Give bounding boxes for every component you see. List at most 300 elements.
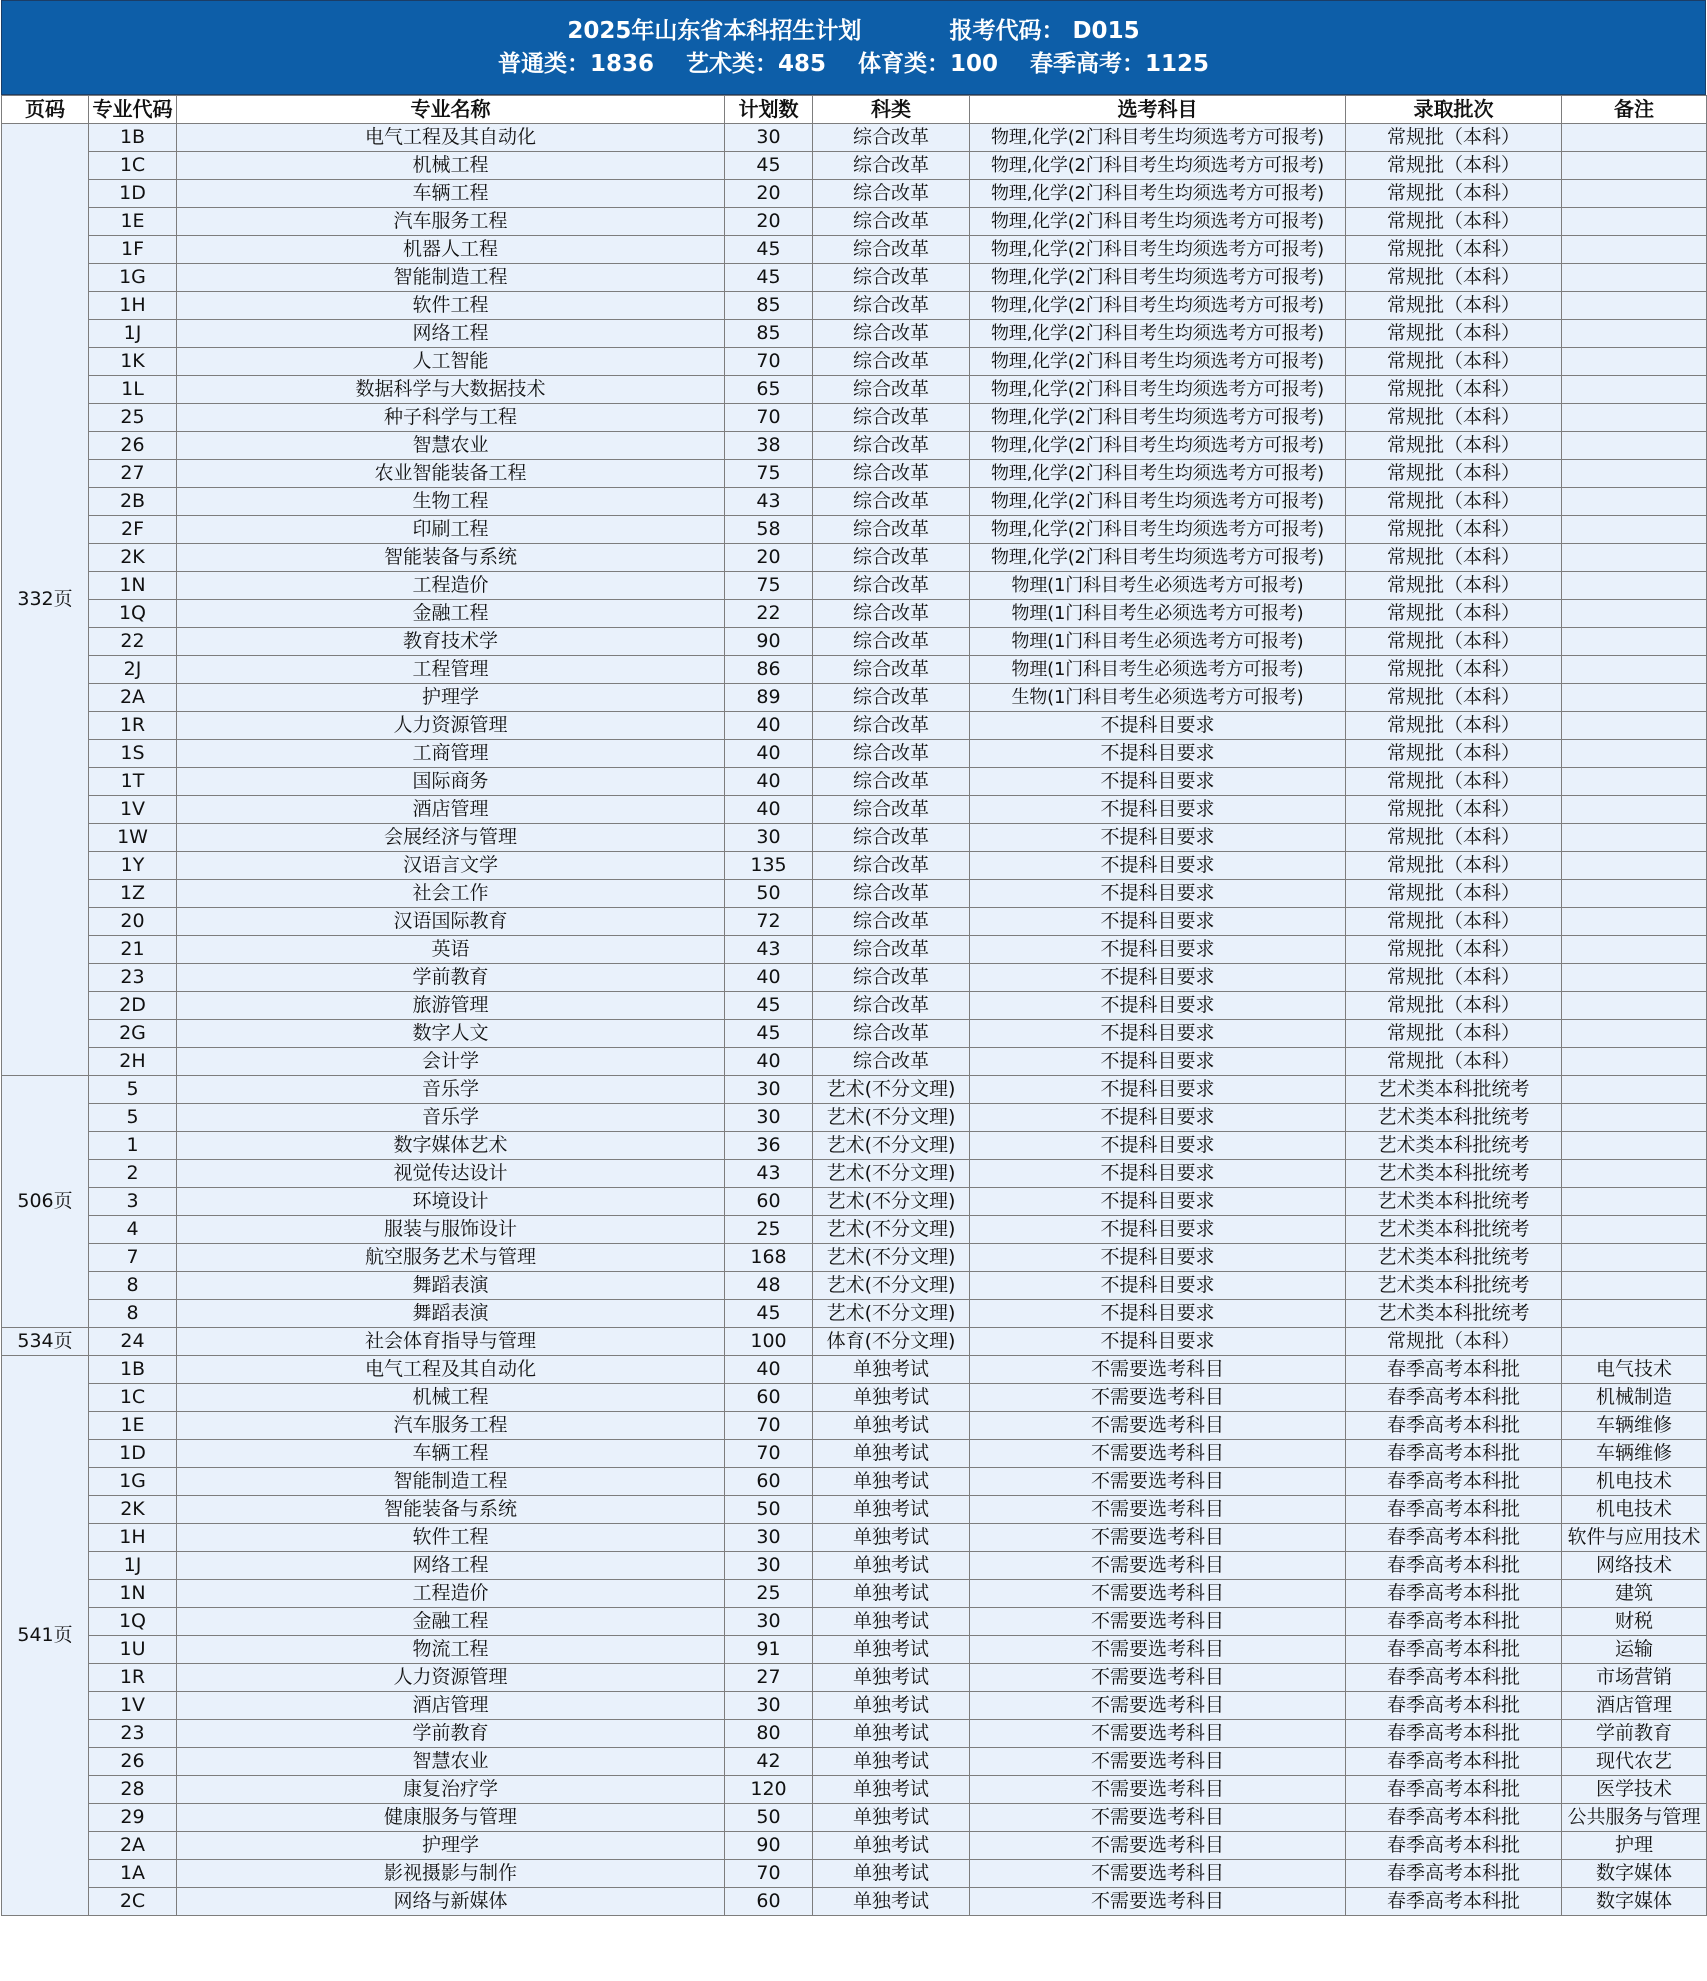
major-name-cell: 舞蹈表演 (177, 1300, 725, 1328)
major-code-cell: 2J (89, 656, 177, 684)
quota-cell: 45 (725, 1020, 813, 1048)
major-code-cell: 1S (89, 740, 177, 768)
subjects-cell: 物理,化学(2门科目考生均须选考方可报考) (970, 376, 1346, 404)
batch-cell: 常规批（本科） (1346, 180, 1562, 208)
major-name-cell: 智能装备与系统 (177, 1496, 725, 1524)
major-name-cell: 航空服务艺术与管理 (177, 1244, 725, 1272)
subjects-cell: 不需要选考科目 (970, 1580, 1346, 1608)
remark-cell (1562, 628, 1707, 656)
major-code-cell: 2C (89, 1888, 177, 1916)
quota-cell: 30 (725, 1692, 813, 1720)
subjects-cell: 物理,化学(2门科目考生均须选考方可报考) (970, 432, 1346, 460)
remark-cell: 机械制造 (1562, 1384, 1707, 1412)
remark-cell: 车辆维修 (1562, 1440, 1707, 1468)
quota-cell: 75 (725, 572, 813, 600)
remark-cell (1562, 1300, 1707, 1328)
major-name-cell: 智能制造工程 (177, 1468, 725, 1496)
batch-cell: 春季高考本科批 (1346, 1636, 1562, 1664)
major-code-cell: 4 (89, 1216, 177, 1244)
remark-cell (1562, 768, 1707, 796)
subjects-cell: 生物(1门科目考生必须选考方可报考) (970, 684, 1346, 712)
col-header-batch: 录取批次 (1346, 96, 1562, 124)
subjects-cell: 不需要选考科目 (970, 1496, 1346, 1524)
remark-cell: 医学技术 (1562, 1776, 1707, 1804)
table-row (2, 1412, 1707, 1440)
batch-cell: 常规批（本科） (1346, 208, 1562, 236)
subjects-cell: 不需要选考科目 (970, 1608, 1346, 1636)
table-body (2, 124, 1707, 1916)
subjects-cell: 物理,化学(2门科目考生均须选考方可报考) (970, 180, 1346, 208)
category-cell: 综合改革 (813, 1048, 970, 1076)
quota-cell: 45 (725, 264, 813, 292)
batch-cell: 春季高考本科批 (1346, 1776, 1562, 1804)
category-cell: 单独考试 (813, 1860, 970, 1888)
quota-cell: 70 (725, 348, 813, 376)
batch-cell: 常规批（本科） (1346, 852, 1562, 880)
category-cell: 综合改革 (813, 152, 970, 180)
quota-cell: 20 (725, 208, 813, 236)
major-name-cell: 农业智能装备工程 (177, 460, 725, 488)
batch-cell: 常规批（本科） (1346, 712, 1562, 740)
major-name-cell: 智慧农业 (177, 432, 725, 460)
batch-cell: 常规批（本科） (1346, 348, 1562, 376)
batch-cell: 艺术类本科批统考 (1346, 1132, 1562, 1160)
subjects-cell: 不需要选考科目 (970, 1860, 1346, 1888)
table-row (2, 1580, 1707, 1608)
quota-cell: 85 (725, 320, 813, 348)
subjects-cell: 不需要选考科目 (970, 1692, 1346, 1720)
col-header-major: 专业名称 (177, 96, 725, 124)
major-code-cell: 1E (89, 208, 177, 236)
quota-cell: 50 (725, 1496, 813, 1524)
major-code-cell: 23 (89, 964, 177, 992)
category-cell: 综合改革 (813, 964, 970, 992)
major-code-cell: 1T (89, 768, 177, 796)
subjects-cell: 物理,化学(2门科目考生均须选考方可报考) (970, 208, 1346, 236)
table-row (2, 1132, 1707, 1160)
quota-cell: 43 (725, 1160, 813, 1188)
batch-cell: 常规批（本科） (1346, 124, 1562, 152)
major-code-cell: 1G (89, 1468, 177, 1496)
major-name-cell: 视觉传达设计 (177, 1160, 725, 1188)
table-row (2, 824, 1707, 852)
batch-cell: 春季高考本科批 (1346, 1468, 1562, 1496)
table-row (2, 1720, 1707, 1748)
remark-cell: 学前教育 (1562, 1720, 1707, 1748)
category-cell: 综合改革 (813, 740, 970, 768)
batch-cell: 春季高考本科批 (1346, 1384, 1562, 1412)
table-row (2, 992, 1707, 1020)
major-name-cell: 网络与新媒体 (177, 1888, 725, 1916)
remark-cell (1562, 908, 1707, 936)
major-code-cell: 1J (89, 320, 177, 348)
major-name-cell: 汉语国际教育 (177, 908, 725, 936)
major-name-cell: 会展经济与管理 (177, 824, 725, 852)
quota-cell: 86 (725, 656, 813, 684)
quota-cell: 45 (725, 236, 813, 264)
subjects-cell: 不提科目要求 (970, 1160, 1346, 1188)
batch-cell: 春季高考本科批 (1346, 1496, 1562, 1524)
major-name-cell: 学前教育 (177, 964, 725, 992)
table-row (2, 1524, 1707, 1552)
remark-cell (1562, 208, 1707, 236)
batch-cell: 常规批（本科） (1346, 908, 1562, 936)
table-row (2, 1552, 1707, 1580)
subjects-cell: 不需要选考科目 (970, 1384, 1346, 1412)
category-cell: 综合改革 (813, 292, 970, 320)
major-code-cell: 8 (89, 1272, 177, 1300)
batch-cell: 春季高考本科批 (1346, 1804, 1562, 1832)
table-row (2, 292, 1707, 320)
subjects-cell: 不提科目要求 (970, 964, 1346, 992)
category-cell: 单独考试 (813, 1692, 970, 1720)
subjects-cell: 不需要选考科目 (970, 1440, 1346, 1468)
quota-cell: 36 (725, 1132, 813, 1160)
table-row (2, 684, 1707, 712)
major-code-cell: 24 (89, 1328, 177, 1356)
subjects-cell: 不需要选考科目 (970, 1804, 1346, 1832)
category-cell: 综合改革 (813, 1020, 970, 1048)
quota-cell: 72 (725, 908, 813, 936)
batch-cell: 春季高考本科批 (1346, 1356, 1562, 1384)
table-row (2, 1076, 1707, 1104)
major-name-cell: 酒店管理 (177, 796, 725, 824)
category-cell: 体育(不分文理) (813, 1328, 970, 1356)
table-row (2, 572, 1707, 600)
subjects-cell: 不提科目要求 (970, 1132, 1346, 1160)
remark-cell (1562, 824, 1707, 852)
major-code-cell: 22 (89, 628, 177, 656)
major-code-cell: 5 (89, 1104, 177, 1132)
remark-cell (1562, 544, 1707, 572)
quota-cell: 60 (725, 1888, 813, 1916)
major-code-cell: 2G (89, 1020, 177, 1048)
batch-cell: 艺术类本科批统考 (1346, 1104, 1562, 1132)
major-name-cell: 音乐学 (177, 1104, 725, 1132)
subjects-cell: 不提科目要求 (970, 712, 1346, 740)
major-name-cell: 社会工作 (177, 880, 725, 908)
subjects-cell: 物理(1门科目考生必须选考方可报考) (970, 572, 1346, 600)
major-code-cell: 1A (89, 1860, 177, 1888)
major-code-cell: 1F (89, 236, 177, 264)
remark-cell (1562, 376, 1707, 404)
remark-cell (1562, 1048, 1707, 1076)
quota-cell: 135 (725, 852, 813, 880)
table-row (2, 1216, 1707, 1244)
exam-code (949, 18, 1139, 44)
major-code-cell: 1J (89, 1552, 177, 1580)
category-cell: 单独考试 (813, 1804, 970, 1832)
major-name-cell: 机器人工程 (177, 236, 725, 264)
category-cell: 艺术(不分文理) (813, 1160, 970, 1188)
major-code-cell: 1W (89, 824, 177, 852)
subjects-cell: 不需要选考科目 (970, 1468, 1346, 1496)
subjects-cell: 不提科目要求 (970, 1272, 1346, 1300)
category-cell: 单独考试 (813, 1412, 970, 1440)
major-code-cell: 2K (89, 1496, 177, 1524)
table-row (2, 1300, 1707, 1328)
total-spring (1030, 51, 1209, 77)
major-name-cell: 人力资源管理 (177, 1664, 725, 1692)
major-name-cell: 英语 (177, 936, 725, 964)
batch-cell: 常规批（本科） (1346, 1048, 1562, 1076)
remark-cell: 软件与应用技术 (1562, 1524, 1707, 1552)
batch-cell: 常规批（本科） (1346, 768, 1562, 796)
major-name-cell: 金融工程 (177, 1608, 725, 1636)
batch-cell: 常规批（本科） (1346, 600, 1562, 628)
quota-cell: 30 (725, 1076, 813, 1104)
header-row (2, 96, 1707, 124)
major-code-cell: 1C (89, 152, 177, 180)
table-row (2, 1636, 1707, 1664)
subjects-cell: 不提科目要求 (970, 992, 1346, 1020)
major-code-cell: 1 (89, 1132, 177, 1160)
subjects-cell: 不提科目要求 (970, 936, 1346, 964)
quota-cell: 38 (725, 432, 813, 460)
remark-cell: 运输 (1562, 1636, 1707, 1664)
remark-cell: 现代农艺 (1562, 1748, 1707, 1776)
category-cell: 艺术(不分文理) (813, 1216, 970, 1244)
table-row (2, 1272, 1707, 1300)
category-cell: 综合改革 (813, 992, 970, 1020)
quota-cell: 89 (725, 684, 813, 712)
major-name-cell: 旅游管理 (177, 992, 725, 1020)
remark-cell (1562, 124, 1707, 152)
remark-cell: 市场营销 (1562, 1664, 1707, 1692)
remark-cell: 建筑 (1562, 1580, 1707, 1608)
remark-cell (1562, 1076, 1707, 1104)
category-cell: 综合改革 (813, 796, 970, 824)
remark-cell (1562, 1216, 1707, 1244)
batch-cell: 常规批（本科） (1346, 320, 1562, 348)
batch-cell: 常规批（本科） (1346, 152, 1562, 180)
quota-cell: 30 (725, 1524, 813, 1552)
remark-cell (1562, 1272, 1707, 1300)
major-code-cell: 1N (89, 572, 177, 600)
table-row (2, 1244, 1707, 1272)
quota-cell: 20 (725, 180, 813, 208)
quota-cell: 50 (725, 1804, 813, 1832)
batch-cell: 常规批（本科） (1346, 264, 1562, 292)
remark-cell (1562, 852, 1707, 880)
subjects-cell: 物理,化学(2门科目考生均须选考方可报考) (970, 516, 1346, 544)
category-cell: 综合改革 (813, 768, 970, 796)
batch-cell: 常规批（本科） (1346, 964, 1562, 992)
category-cell: 综合改革 (813, 348, 970, 376)
major-name-cell: 车辆工程 (177, 180, 725, 208)
batch-cell: 艺术类本科批统考 (1346, 1160, 1562, 1188)
major-name-cell: 服装与服饰设计 (177, 1216, 725, 1244)
major-name-cell: 智能装备与系统 (177, 544, 725, 572)
major-code-cell: 1Q (89, 600, 177, 628)
table-row (2, 124, 1707, 152)
batch-cell: 常规批（本科） (1346, 656, 1562, 684)
quota-cell: 65 (725, 376, 813, 404)
batch-cell: 艺术类本科批统考 (1346, 1216, 1562, 1244)
remark-cell (1562, 880, 1707, 908)
page-cell: 506页 (2, 1076, 89, 1328)
quota-cell: 30 (725, 1608, 813, 1636)
batch-cell: 常规批（本科） (1346, 488, 1562, 516)
major-name-cell: 网络工程 (177, 1552, 725, 1580)
remark-cell (1562, 488, 1707, 516)
major-name-cell: 软件工程 (177, 1524, 725, 1552)
category-cell: 综合改革 (813, 656, 970, 684)
table-row (2, 516, 1707, 544)
page-cell: 534页 (2, 1328, 89, 1356)
category-cell: 单独考试 (813, 1748, 970, 1776)
table-row (2, 1776, 1707, 1804)
table-row (2, 1748, 1707, 1776)
major-code-cell: 1Z (89, 880, 177, 908)
major-code-cell: 1H (89, 292, 177, 320)
major-code-cell: 20 (89, 908, 177, 936)
subjects-cell: 不提科目要求 (970, 1020, 1346, 1048)
total-value: 1836 (589, 50, 654, 77)
quota-cell: 40 (725, 768, 813, 796)
quota-cell: 75 (725, 460, 813, 488)
plan-title: 2025年山东省本科招生计划 (567, 17, 862, 44)
major-name-cell: 电气工程及其自动化 (177, 124, 725, 152)
batch-cell: 春季高考本科批 (1346, 1552, 1562, 1580)
major-code-cell: 1B (89, 124, 177, 152)
remark-cell (1562, 740, 1707, 768)
major-name-cell: 护理学 (177, 1832, 725, 1860)
quota-cell: 100 (725, 1328, 813, 1356)
total-label: 春季高考： (1030, 50, 1146, 77)
table-row (2, 1496, 1707, 1524)
category-cell: 综合改革 (813, 124, 970, 152)
table-row (2, 1188, 1707, 1216)
table-row (2, 488, 1707, 516)
table-row (2, 1440, 1707, 1468)
major-code-cell: 2A (89, 684, 177, 712)
major-name-cell: 金融工程 (177, 600, 725, 628)
quota-cell: 40 (725, 796, 813, 824)
batch-cell: 常规批（本科） (1346, 432, 1562, 460)
subjects-cell: 不提科目要求 (970, 1076, 1346, 1104)
batch-cell: 春季高考本科批 (1346, 1440, 1562, 1468)
table-row (2, 1384, 1707, 1412)
remark-cell (1562, 236, 1707, 264)
major-code-cell: 2K (89, 544, 177, 572)
major-code-cell: 29 (89, 1804, 177, 1832)
subjects-cell: 不提科目要求 (970, 740, 1346, 768)
batch-cell: 春季高考本科批 (1346, 1748, 1562, 1776)
batch-cell: 春季高考本科批 (1346, 1720, 1562, 1748)
category-cell: 单独考试 (813, 1580, 970, 1608)
table-row (2, 628, 1707, 656)
subjects-cell: 物理(1门科目考生必须选考方可报考) (970, 656, 1346, 684)
category-cell: 单独考试 (813, 1608, 970, 1636)
category-cell: 综合改革 (813, 516, 970, 544)
page-cell: 541页 (2, 1356, 89, 1916)
category-cell: 艺术(不分文理) (813, 1076, 970, 1104)
col-header-quota: 计划数 (725, 96, 813, 124)
total-sports (858, 51, 998, 77)
subjects-cell: 不需要选考科目 (970, 1356, 1346, 1384)
category-cell: 综合改革 (813, 936, 970, 964)
major-code-cell: 1D (89, 1440, 177, 1468)
table-row (2, 1608, 1707, 1636)
table-row (2, 432, 1707, 460)
category-cell: 单独考试 (813, 1636, 970, 1664)
major-name-cell: 软件工程 (177, 292, 725, 320)
major-name-cell: 健康服务与管理 (177, 1804, 725, 1832)
subjects-cell: 不提科目要求 (970, 796, 1346, 824)
table-row (2, 1048, 1707, 1076)
major-name-cell: 车辆工程 (177, 1440, 725, 1468)
category-cell: 单独考试 (813, 1468, 970, 1496)
remark-cell (1562, 964, 1707, 992)
table-row (2, 460, 1707, 488)
category-cell: 综合改革 (813, 600, 970, 628)
table-row (2, 908, 1707, 936)
total-label: 体育类： (858, 50, 950, 77)
major-code-cell: 1K (89, 348, 177, 376)
subjects-cell: 不提科目要求 (970, 1104, 1346, 1132)
table-row (2, 936, 1707, 964)
subjects-cell: 物理,化学(2门科目考生均须选考方可报考) (970, 152, 1346, 180)
remark-cell: 数字媒体 (1562, 1860, 1707, 1888)
subjects-cell: 物理,化学(2门科目考生均须选考方可报考) (970, 292, 1346, 320)
quota-cell: 70 (725, 1440, 813, 1468)
remark-cell: 数字媒体 (1562, 1888, 1707, 1916)
remark-cell (1562, 656, 1707, 684)
quota-cell: 42 (725, 1748, 813, 1776)
table-row (2, 348, 1707, 376)
subjects-cell: 不提科目要求 (970, 880, 1346, 908)
remark-cell (1562, 712, 1707, 740)
remark-cell (1562, 432, 1707, 460)
table-row (2, 180, 1707, 208)
remark-cell: 电气技术 (1562, 1356, 1707, 1384)
remark-cell: 车辆维修 (1562, 1412, 1707, 1440)
quota-cell: 43 (725, 488, 813, 516)
batch-cell: 常规批（本科） (1346, 236, 1562, 264)
quota-cell: 45 (725, 152, 813, 180)
subjects-cell: 物理,化学(2门科目考生均须选考方可报考) (970, 460, 1346, 488)
quota-cell: 70 (725, 404, 813, 432)
quota-cell: 60 (725, 1468, 813, 1496)
plan-header (1, 0, 1706, 95)
subjects-cell: 不需要选考科目 (970, 1888, 1346, 1916)
remark-cell (1562, 152, 1707, 180)
subjects-cell: 不需要选考科目 (970, 1720, 1346, 1748)
remark-cell: 公共服务与管理 (1562, 1804, 1707, 1832)
category-cell: 单独考试 (813, 1832, 970, 1860)
subjects-cell: 物理,化学(2门科目考生均须选考方可报考) (970, 488, 1346, 516)
category-cell: 综合改革 (813, 320, 970, 348)
remark-cell (1562, 460, 1707, 488)
batch-cell: 常规批（本科） (1346, 880, 1562, 908)
major-code-cell: 1Q (89, 1608, 177, 1636)
remark-cell (1562, 572, 1707, 600)
table-row (2, 712, 1707, 740)
batch-cell: 艺术类本科批统考 (1346, 1244, 1562, 1272)
col-header-subjects: 选考科目 (970, 96, 1346, 124)
subjects-cell: 不需要选考科目 (970, 1748, 1346, 1776)
batch-cell: 常规批（本科） (1346, 628, 1562, 656)
quota-cell: 80 (725, 1720, 813, 1748)
table-row (2, 740, 1707, 768)
table-row (2, 656, 1707, 684)
major-name-cell: 电气工程及其自动化 (177, 1356, 725, 1384)
remark-cell (1562, 684, 1707, 712)
batch-cell: 常规批（本科） (1346, 292, 1562, 320)
major-name-cell: 酒店管理 (177, 1692, 725, 1720)
batch-cell: 常规批（本科） (1346, 992, 1562, 1020)
